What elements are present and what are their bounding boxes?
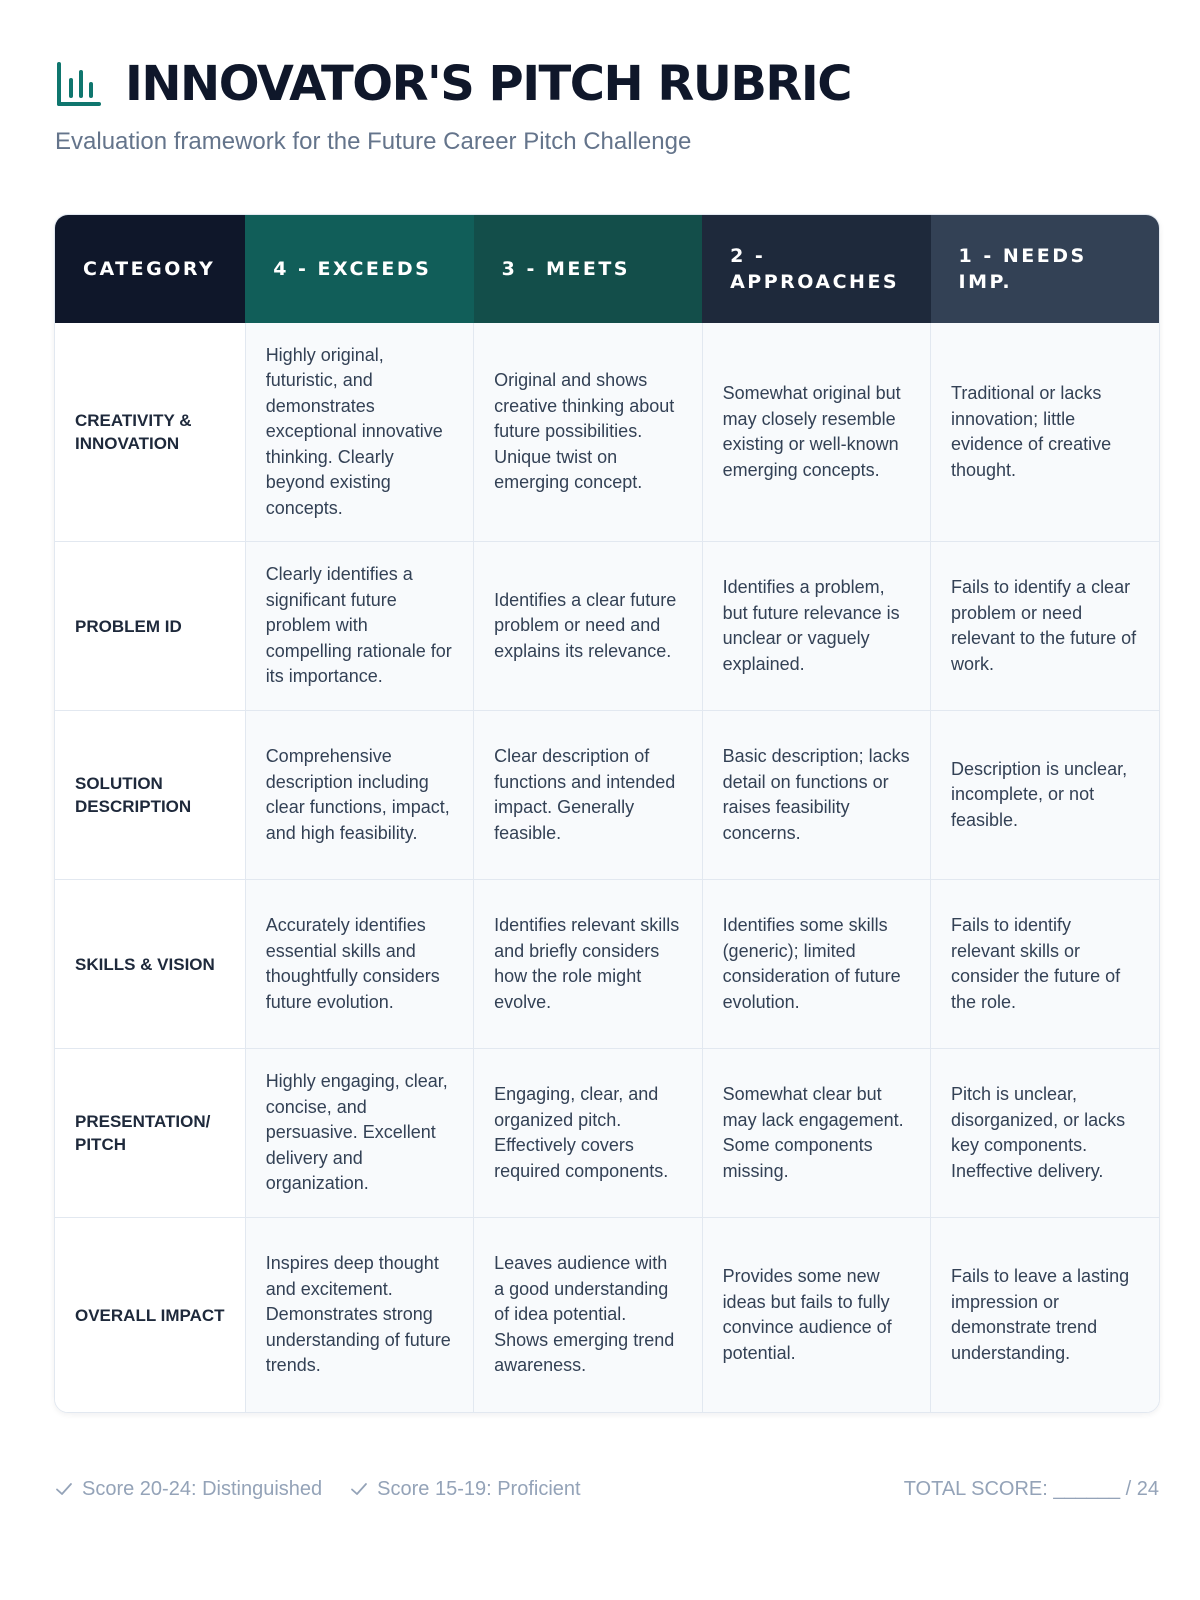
column-header-approaches: 2 - APPROACHES: [702, 215, 930, 323]
score-legend-label: Score 20-24: Distinguished: [82, 1477, 323, 1500]
page-subtitle: Evaluation framework for the Future Career Pitch Challenge: [55, 128, 692, 155]
table-cell: Somewhat original but may closely resemble existing or well-known emerging concepts.: [702, 323, 930, 542]
total-score-field[interactable]: TOTAL SCORE: ______ / 24: [903, 1477, 1159, 1500]
table-cell: Clearly identifies a significant future problem with compelling rationale for its importance.: [245, 542, 473, 711]
table-cell: Fails to identify relevant skills or consider the future of the role.: [931, 880, 1160, 1049]
score-footer: [55, 1474, 1159, 1504]
table-cell: Highly original, futuristic, and demonstrates exceptional innovative thinking. Clearly beyond existing concepts.: [245, 323, 473, 542]
table-row: [55, 1049, 1159, 1218]
category-label: SKILLS & VISION: [55, 880, 245, 1049]
table-cell: Engaging, clear, and organized pitch. Effectively covers required components.: [474, 1049, 702, 1218]
table-cell: Identifies relevant skills and briefly considers how the role might evolve.: [474, 880, 702, 1049]
table-cell: Original and shows creative thinking about future possibilities. Unique twist on emerging concept.: [474, 323, 702, 542]
table-cell: Fails to leave a lasting impression or demonstrate trend understanding.: [931, 1218, 1160, 1413]
table-cell: Fails to identify a clear problem or need relevant to the future of work.: [931, 542, 1160, 711]
category-label: CREATIVITY & INNOVATION: [55, 323, 245, 542]
table-row: [55, 323, 1159, 542]
table-row: [55, 1218, 1159, 1413]
category-label: PRESENTATION/ PITCH: [55, 1049, 245, 1218]
table-cell: Clear description of functions and intended impact. Generally feasible.: [474, 711, 702, 880]
check-icon: [350, 1480, 368, 1498]
column-header-exceeds: 4 - EXCEEDS: [245, 215, 473, 323]
column-header-category: CATEGORY: [55, 215, 245, 323]
category-label: OVERALL IMPACT: [55, 1218, 245, 1413]
table-cell: Description is unclear, incomplete, or not feasible.: [931, 711, 1160, 880]
category-label: SOLUTION DESCRIPTION: [55, 711, 245, 880]
score-legend-proficient: [350, 1478, 580, 1501]
table-cell: Provides some new ideas but fails to fully convince audience of potential.: [702, 1218, 930, 1413]
table-cell: Inspires deep thought and excitement. Demonstrates strong understanding of future trends.: [245, 1218, 473, 1413]
check-icon: [55, 1480, 73, 1498]
table-cell: Identifies a problem, but future relevance is unclear or vaguely explained.: [702, 542, 930, 711]
bar-chart-icon: [55, 58, 103, 110]
score-legend-label: Score 15-19: Proficient: [377, 1477, 581, 1500]
table-cell: Basic description; lacks detail on functions or raises feasibility concerns.: [702, 711, 930, 880]
table-header-row: [55, 215, 1159, 323]
table-cell: Accurately identifies essential skills and thoughtfully considers future evolution.: [245, 880, 473, 1049]
table-row: [55, 542, 1159, 711]
score-legend-distinguished: [55, 1478, 322, 1501]
table-row: [55, 711, 1159, 880]
page-header: [55, 56, 851, 112]
rubric-table: [54, 214, 1160, 1413]
category-label: PROBLEM ID: [55, 542, 245, 711]
table-cell: Comprehensive description including clear functions, impact, and high feasibility.: [245, 711, 473, 880]
table-cell: Identifies some skills (generic); limited consideration of future evolution.: [702, 880, 930, 1049]
table-cell: Somewhat clear but may lack engagement. Some components missing.: [702, 1049, 930, 1218]
table-cell: Traditional or lacks innovation; little evidence of creative thought.: [931, 323, 1160, 542]
column-header-needs-improvement: 1 - NEEDS IMP.: [931, 215, 1160, 323]
table-cell: Highly engaging, clear, concise, and persuasive. Excellent delivery and organization.: [245, 1049, 473, 1218]
page-title: INNOVATOR'S PITCH RUBRIC: [125, 56, 851, 112]
table-row: [55, 880, 1159, 1049]
table-cell: Pitch is unclear, disorganized, or lacks key components. Ineffective delivery.: [931, 1049, 1160, 1218]
table-cell: Identifies a clear future problem or need and explains its relevance.: [474, 542, 702, 711]
column-header-meets: 3 - MEETS: [474, 215, 702, 323]
table-cell: Leaves audience with a good understanding of idea potential. Shows emerging trend awareness.: [474, 1218, 702, 1413]
